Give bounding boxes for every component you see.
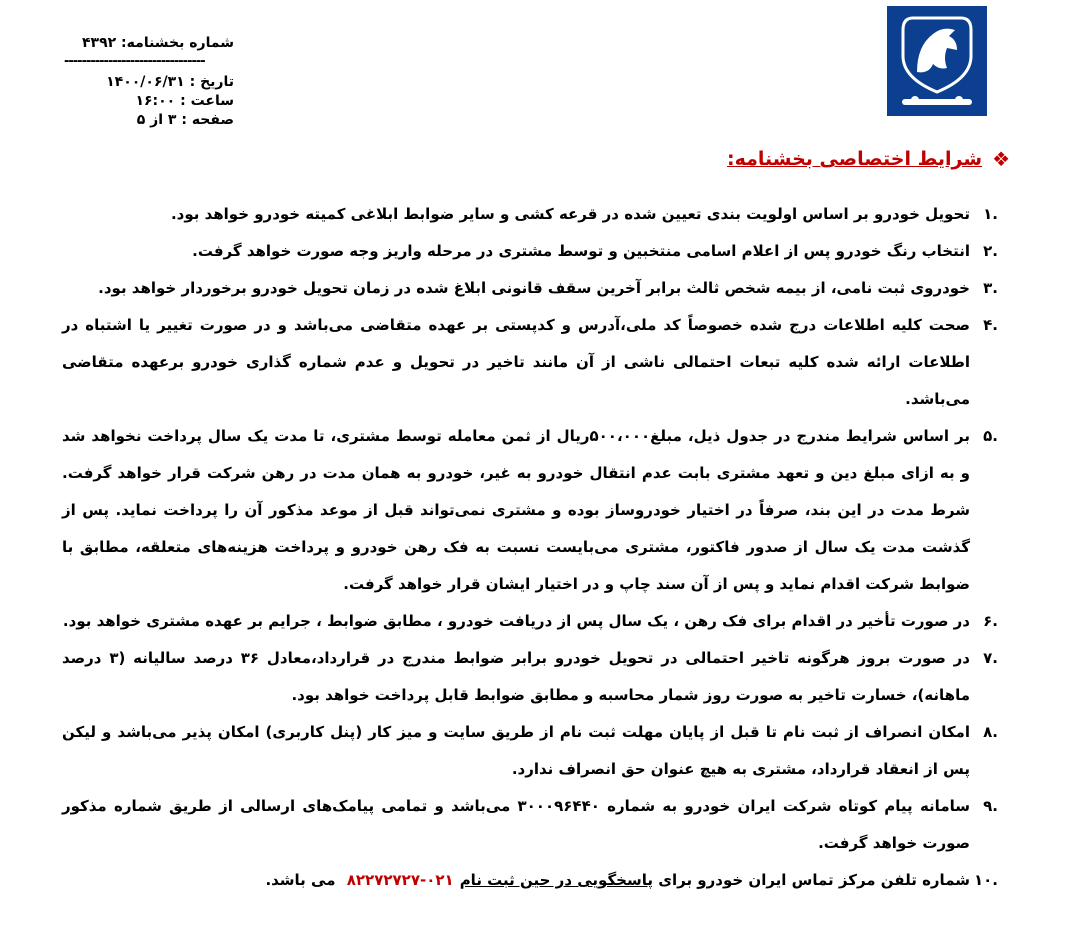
item-text: خودروی ثبت نامی، از بیمه شخص ثالث برابر آخرین سقف قانونی ابلاغ شده در زمان تحویل خودرو برخوردار خواهد بود. (98, 279, 970, 297)
item-number: .۵ (983, 427, 998, 445)
iran-khodro-logo (887, 6, 987, 116)
document-meta (64, 34, 234, 130)
list-item (62, 418, 998, 603)
item-text: بر اساس شرایط مندرج در جدول ذیل، مبلغ۵۰۰،۰۰۰ریال از ثمن معامله توسط مشتری، تا مدت یک سال پرداخت نخواهد شد و به ازای مبلغ دین و تعهد مشتری بابت عدم انتقال خودرو به غیر، خودرو به همان مدت در رهن شرکت قرار خواهد گرفت. شرط مدت در این بند، صرفاً در اختیار خودروساز بوده و مشتری نمی‌تواند قبل از موعد مذکور آن را پرداخت نماید. پس از گذشت مدت یک سال از صدور فاکتور، مشتری می‌بایست نسبت به فک رهن خودرو و پرداخت هزینه‌های متعلقه، مطابق با ضوابط شرکت اقدام نماید و پس از آن سند چاپ و در اختیار ایشان قرار خواهد گرفت. (62, 427, 970, 593)
list-item (62, 270, 998, 307)
bulletin-time: ساعت : ۱۶:۰۰ (135, 93, 234, 109)
item-text: سامانه پیام کوتاه شرکت ایران خودرو به شماره ۳۰۰۰۹۶۴۴۰ می‌باشد و تمامی پیامک‌های ارسالی از طریق شماره مذکور صورت خواهد گرفت. (62, 797, 970, 852)
registration-support-text: پاسخگویی در حین ثبت نام (459, 871, 653, 889)
item-number: .۴ (983, 316, 998, 334)
item-number: .۶ (983, 612, 998, 630)
list-item (62, 196, 998, 233)
bulletin-date: تاریخ : ۱۴۰۰/۰۶/۳۱ (106, 74, 234, 90)
list-item (62, 640, 998, 714)
item-number: .۲ (983, 242, 998, 260)
item-text: در صورت بروز هرگونه تاخیر احتمالی در تحویل خودرو برابر ضوابط مندرج در قرارداد،معادل ۳۶ درصد سالیانه (۳ درصد ماهانه)، خسارت تاخیر به صورت روز شمار محاسبه و مطابق ضوابط قابل پرداخت خواهد بود. (62, 649, 971, 704)
list-item (62, 714, 998, 788)
list-item (62, 307, 998, 418)
section-title: شرایط اختصاصی بخشنامه: (727, 148, 983, 170)
conditions-list (62, 196, 998, 899)
call-center-suffix: می باشد. (265, 871, 341, 889)
item-text: صحت کلیه اطلاعات درج شده خصوصاً کد ملی،آدرس و کدپستی بر عهده متقاضی می‌باشد و در صورت تغییر یا اشتباه در اطلاعات ارائه شده کلیه تبعات احتمالی ناشی از آن مانند تاخیر در تحویل و عدم شماره گذاری خودرو برعهده متقاضی می‌باشد. (62, 316, 970, 408)
item-text: انتخاب رنگ خودرو پس از اعلام اسامی منتخبین و توسط مشتری در مرحله واریز وجه صورت خواهد گرفت. (192, 242, 970, 260)
item-number: .۳ (983, 279, 998, 297)
horse-emblem-icon (887, 6, 987, 116)
bulletin-number: شماره بخشنامه: ۴۳۹۲ (82, 35, 234, 51)
call-center-phone: ۰۲۱-۸۲۲۷۲۷۲۷ (346, 871, 454, 889)
item-text: امکان انصراف از ثبت نام تا قبل از پایان مهلت ثبت نام از طریق سایت و میز کار (پنل کاربری) امکان پذیر می‌باشد و لیکن پس از انعقاد قرارداد، مشتری به هیچ عنوان حق انصراف ندارد. (62, 723, 970, 778)
list-item (62, 788, 998, 862)
list-item (62, 603, 998, 640)
item-number: .۸ (983, 723, 998, 741)
item-text (62, 862, 970, 899)
page-indicator: صفحه : ۳ از ۵ (136, 112, 234, 128)
item-text: در صورت تأخیر در اقدام برای فک رهن ، یک سال پس از دریافت خودرو ، مطابق ضوابط ، جرایم بر عهده مشتری خواهد بود. (62, 612, 970, 630)
list-item (62, 862, 998, 899)
item-number: .۷ (983, 649, 998, 667)
item-text: تحویل خودرو بر اساس اولویت بندی تعیین شده در قرعه کشی و سایر ضوابط ابلاغی کمیته خودرو خواهد بود. (170, 205, 970, 223)
call-center-text: شماره تلفن مرکز تماس ایران خودرو برای (653, 871, 970, 889)
diamond-bullet-icon: ❖ (992, 147, 1010, 171)
item-number: .۱ (983, 205, 998, 223)
list-item (62, 233, 998, 270)
meta-divider: -------------------------------- (64, 57, 205, 67)
section-heading (727, 148, 1010, 170)
item-number: .۹ (983, 797, 998, 815)
item-number: .۱۰ (973, 871, 998, 889)
